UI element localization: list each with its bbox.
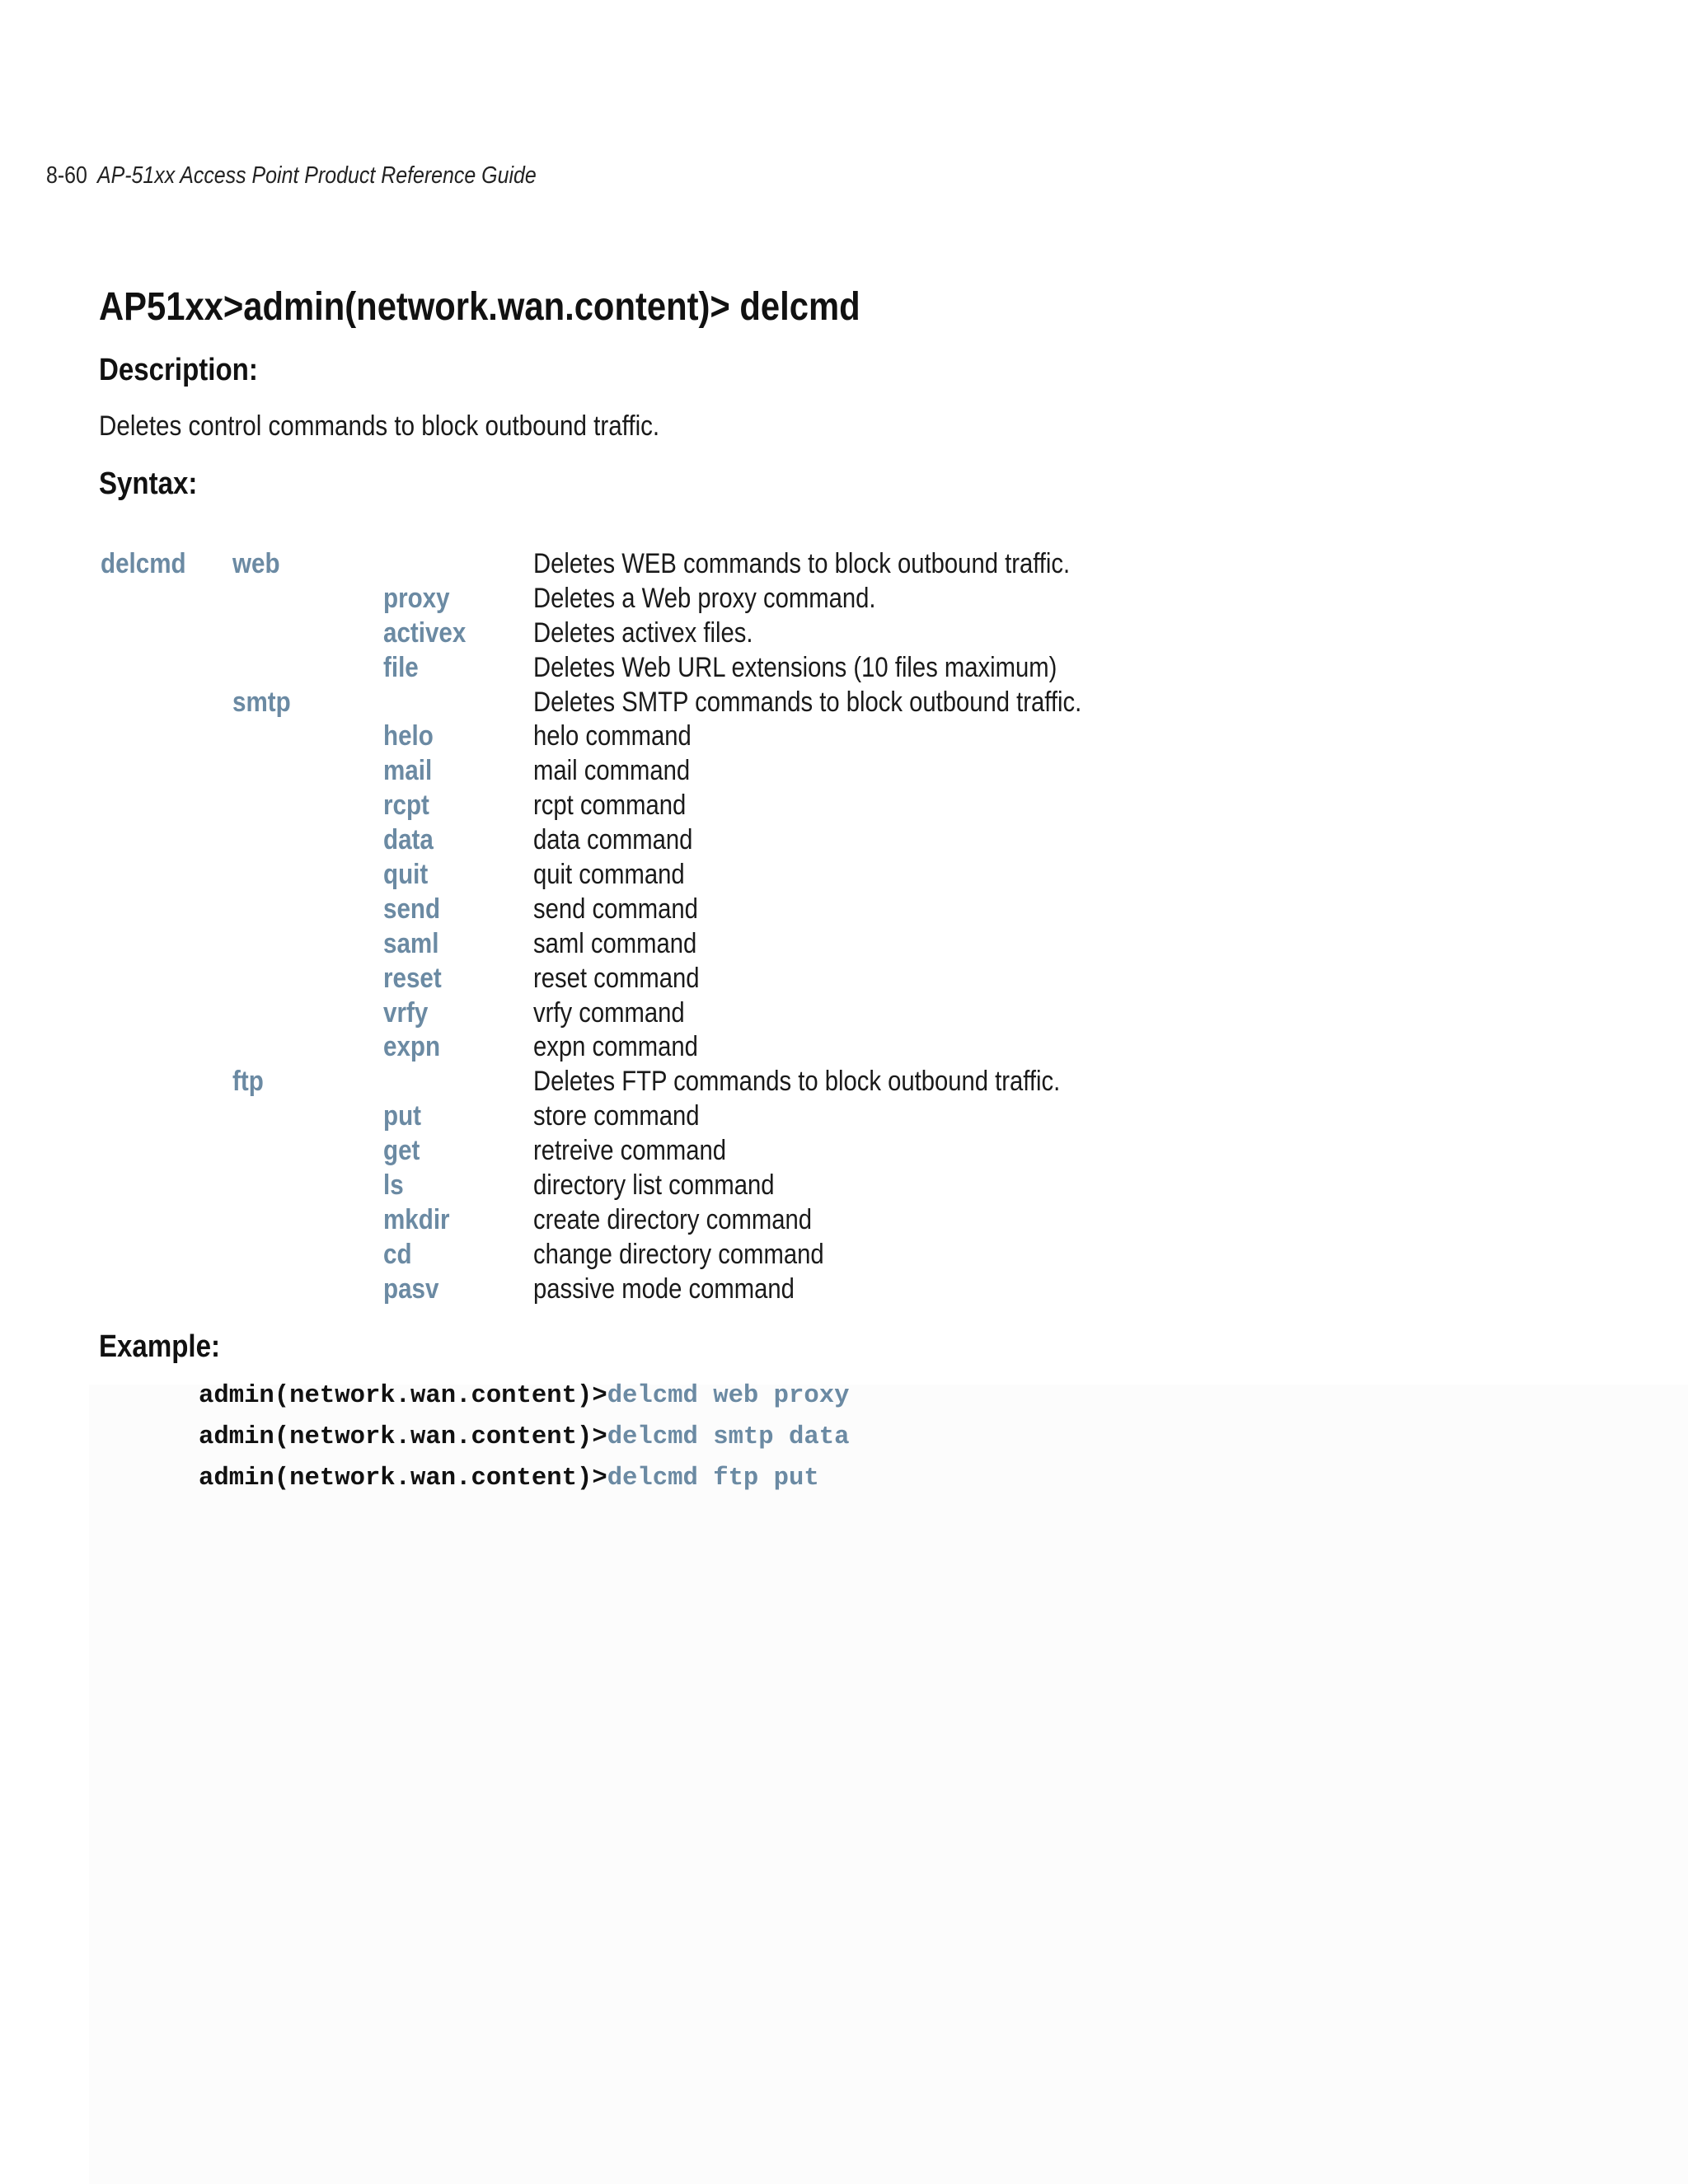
- example-heading: Example:: [99, 1329, 221, 1364]
- syntax-description: directory list command: [533, 1169, 775, 1202]
- syntax-row: [0, 755, 1688, 790]
- syntax-description: send command: [533, 893, 698, 925]
- running-header: [46, 162, 537, 190]
- syntax-row: [0, 548, 1688, 583]
- syntax-description: Deletes SMTP commands to block outbound traffic.: [533, 686, 1082, 718]
- syntax-option: mail: [383, 755, 433, 787]
- syntax-row: [0, 583, 1688, 617]
- example-command: delcmd web proxy: [607, 1382, 850, 1410]
- syntax-description: retreive command: [533, 1135, 727, 1167]
- syntax-row: [0, 1239, 1688, 1273]
- syntax-subcommand: smtp: [232, 686, 291, 718]
- syntax-option: activex: [383, 616, 467, 649]
- example-prompt: admin(network.wan.content)>: [199, 1465, 607, 1493]
- syntax-option: mkdir: [383, 1203, 450, 1235]
- syntax-description: change directory command: [533, 1238, 824, 1270]
- syntax-row: [0, 1100, 1688, 1135]
- syntax-table: [0, 548, 1688, 1308]
- syntax-subcommand: ftp: [232, 1066, 264, 1098]
- syntax-row: [0, 1169, 1688, 1204]
- syntax-option: saml: [383, 927, 439, 959]
- command-title: AP51xx>admin(network.wan.content)> delcmd: [99, 285, 860, 329]
- syntax-option: put: [383, 1100, 421, 1132]
- syntax-command: delcmd: [101, 548, 186, 579]
- syntax-option: get: [383, 1135, 420, 1167]
- syntax-option: quit: [383, 859, 429, 891]
- syntax-description: reset command: [533, 962, 700, 994]
- syntax-description: helo command: [533, 720, 692, 752]
- example-prompt: admin(network.wan.content)>: [199, 1382, 607, 1410]
- syntax-subcommand: web: [232, 548, 280, 579]
- syntax-row: [0, 617, 1688, 652]
- syntax-option: expn: [383, 1031, 441, 1063]
- syntax-option: pasv: [383, 1272, 439, 1305]
- syntax-option: proxy: [383, 582, 450, 614]
- page-background-shade: [89, 1385, 1688, 2184]
- syntax-description: rcpt command: [533, 790, 687, 822]
- syntax-option: rcpt: [383, 790, 429, 822]
- syntax-option: file: [383, 651, 419, 683]
- syntax-description: Deletes a Web proxy command.: [533, 582, 876, 614]
- syntax-row: [0, 1135, 1688, 1169]
- syntax-row: [0, 1031, 1688, 1066]
- syntax-row: [0, 997, 1688, 1032]
- example-command: delcmd ftp put: [607, 1465, 819, 1493]
- syntax-option: reset: [383, 962, 442, 994]
- syntax-heading: Syntax:: [99, 466, 198, 501]
- syntax-option: cd: [383, 1238, 412, 1270]
- syntax-description: saml command: [533, 927, 697, 959]
- example-line: [199, 1423, 849, 1451]
- syntax-description: Deletes Web URL extensions (10 files maximum): [533, 651, 1057, 683]
- syntax-row: [0, 1066, 1688, 1100]
- syntax-row: [0, 928, 1688, 963]
- syntax-description: create directory command: [533, 1203, 813, 1235]
- syntax-row: [0, 824, 1688, 859]
- syntax-row: [0, 963, 1688, 997]
- syntax-description: Deletes FTP commands to block outbound traffic.: [533, 1066, 1061, 1098]
- syntax-row: [0, 1273, 1688, 1308]
- description-heading: Description:: [99, 353, 258, 387]
- syntax-row: [0, 687, 1688, 721]
- syntax-option: send: [383, 893, 441, 925]
- syntax-description: store command: [533, 1100, 700, 1132]
- syntax-description: Deletes activex files.: [533, 616, 753, 649]
- syntax-row: [0, 893, 1688, 928]
- syntax-description: data command: [533, 824, 693, 856]
- syntax-option: vrfy: [383, 996, 429, 1029]
- syntax-option: data: [383, 824, 434, 856]
- syntax-row: [0, 1204, 1688, 1239]
- syntax-description: quit command: [533, 859, 685, 891]
- syntax-option: ls: [383, 1169, 404, 1202]
- syntax-description: Deletes WEB commands to block outbound traffic.: [533, 548, 1071, 579]
- description-text: Deletes control commands to block outbound traffic.: [99, 410, 660, 442]
- page-number: 8-60: [46, 162, 87, 189]
- syntax-row: [0, 720, 1688, 755]
- syntax-description: vrfy command: [533, 996, 685, 1029]
- syntax-description: mail command: [533, 755, 691, 787]
- example-line: [199, 1465, 819, 1493]
- syntax-row: [0, 652, 1688, 687]
- syntax-description: passive mode command: [533, 1272, 795, 1305]
- syntax-description: expn command: [533, 1031, 698, 1063]
- document-title: AP-51xx Access Point Product Reference Guide: [96, 162, 537, 189]
- syntax-row: [0, 790, 1688, 824]
- example-line: [199, 1382, 849, 1410]
- example-command: delcmd smtp data: [607, 1423, 850, 1451]
- syntax-row: [0, 859, 1688, 893]
- syntax-option: helo: [383, 720, 434, 752]
- example-prompt: admin(network.wan.content)>: [199, 1423, 607, 1451]
